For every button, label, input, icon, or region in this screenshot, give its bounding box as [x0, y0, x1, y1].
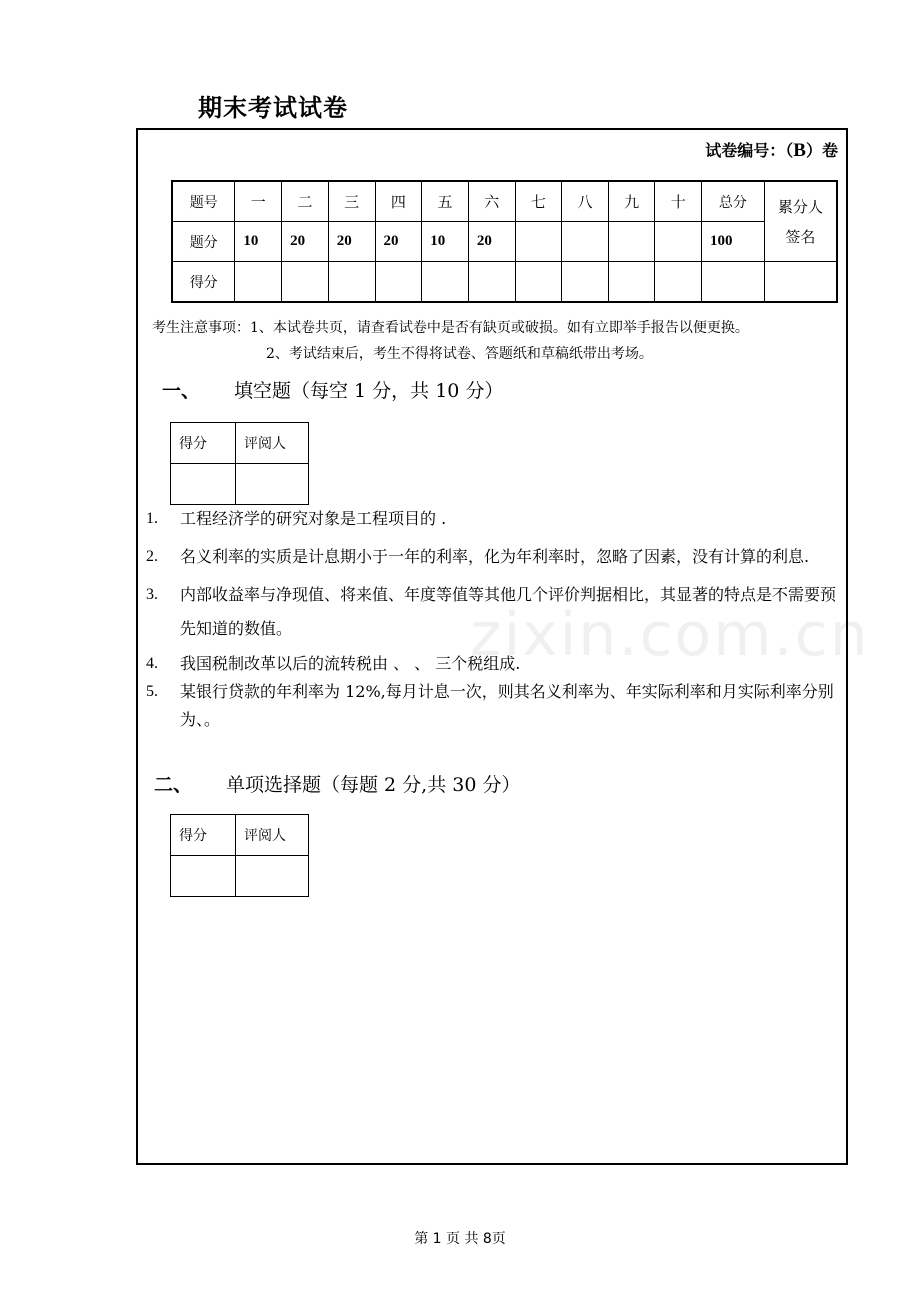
section-1-heading [162, 376, 503, 403]
section-2-title: 单项选择题（每题 2 分,共 30 分） [226, 774, 521, 796]
score-table-header-row [172, 181, 837, 222]
question-number: 3. [146, 586, 158, 603]
got-cell [608, 262, 655, 303]
watermark: zixin.com.cn [470, 600, 870, 670]
section-1-title: 填空题（每空 1 分，共 10 分） [234, 380, 504, 402]
got-cell [235, 262, 282, 303]
points-cell: 20 [328, 222, 375, 262]
exam-frame [136, 128, 848, 1165]
question-number: 2. [146, 548, 158, 565]
points-cell [562, 222, 609, 262]
header-cell: 题号 [172, 181, 235, 222]
note-line-2: 2、考试结束后，考生不得将试卷、答题纸和草稿纸带出考场。 [266, 346, 653, 362]
header-cell: 四 [375, 181, 422, 222]
grader-reviewer-label: 评阅人 [236, 423, 309, 464]
header-cell: 五 [422, 181, 469, 222]
got-cell [655, 262, 702, 303]
exam-notes [152, 315, 749, 367]
question-item [146, 678, 836, 734]
question-item [146, 650, 836, 678]
points-cell: 10 [422, 222, 469, 262]
question-number: 1. [146, 510, 158, 527]
points-cell [655, 222, 702, 262]
question-item [146, 578, 836, 646]
question-item [146, 502, 836, 536]
got-cell [468, 262, 515, 303]
got-cell [515, 262, 562, 303]
grader-reviewer-cell [236, 856, 309, 897]
section-2-number: 二、 [154, 774, 193, 796]
header-cell: 二 [282, 181, 329, 222]
paper-code: B [793, 140, 806, 161]
paper-number-suffix: ）卷 [805, 141, 838, 160]
question-item [146, 540, 836, 574]
header-cell: 七 [515, 181, 562, 222]
got-cell [562, 262, 609, 303]
signer-cell [764, 181, 837, 262]
score-table [171, 180, 838, 303]
question-text: 工程经济学的研究对象是工程项目的 . [180, 509, 447, 528]
question-number: 4. [146, 655, 158, 672]
section-1-number: 一、 [162, 380, 201, 402]
header-cell: 总分 [702, 181, 765, 222]
question-text: 内部收益率与净现值、将来值、年度等值等其他几个评价判据相比，其显著的特点是不需要预先知道的数值。 [180, 585, 837, 638]
row-label: 题分 [172, 222, 235, 262]
header-cell: 九 [608, 181, 655, 222]
fill-in-questions [146, 502, 836, 734]
grader-score-cell [171, 856, 236, 897]
header-cell: 十 [655, 181, 702, 222]
score-table-points-row [172, 222, 837, 262]
grader-score-label: 得分 [171, 423, 236, 464]
grader-score-label: 得分 [171, 815, 236, 856]
question-text: 我国税制改革以后的流转税由 、 、 三个税组成. [180, 654, 521, 673]
got-cell [375, 262, 422, 303]
points-cell: 10 [235, 222, 282, 262]
points-cell [608, 222, 655, 262]
header-cell: 一 [235, 181, 282, 222]
grader-reviewer-label: 评阅人 [236, 815, 309, 856]
page-footer: 第 1 页 共 8页 [414, 1231, 506, 1247]
points-cell [515, 222, 562, 262]
points-cell: 20 [282, 222, 329, 262]
grader-score-cell [171, 464, 236, 505]
signer-label: 累分人 [777, 197, 823, 216]
got-cell [702, 262, 765, 303]
exam-title: 期末考试试卷 [198, 94, 348, 122]
note-line-1: 考生注意事项：1、本试卷共页，请查看试卷中是否有缺页或破损。如有立即举手报告以便更换。 [152, 320, 749, 336]
section-1-grader-box [170, 422, 309, 505]
question-number: 5. [146, 683, 158, 700]
row-label: 得分 [172, 262, 235, 303]
section-2-grader-box [170, 814, 309, 897]
question-text: 名义利率的实质是计息期小于一年的利率，化为年利率时，忽略了因素，没有计算的利息. [180, 547, 810, 566]
section-2-heading [154, 770, 520, 797]
sign-label: 签名 [785, 227, 816, 246]
got-cell [282, 262, 329, 303]
score-table-got-row [172, 262, 837, 303]
got-cell [422, 262, 469, 303]
header-cell: 三 [328, 181, 375, 222]
points-cell: 20 [375, 222, 422, 262]
header-cell: 六 [468, 181, 515, 222]
paper-number-label: 试卷编号：（ [705, 141, 794, 160]
total-points-cell: 100 [702, 222, 765, 262]
got-cell [764, 262, 837, 303]
points-cell: 20 [468, 222, 515, 262]
question-text: 某银行贷款的年利率为 12%,每月计息一次，则其名义利率为、年实际利率和月实际利率分别为、。 [180, 682, 834, 729]
got-cell [328, 262, 375, 303]
header-cell: 八 [562, 181, 609, 222]
paper-number [705, 138, 838, 162]
grader-reviewer-cell [236, 464, 309, 505]
